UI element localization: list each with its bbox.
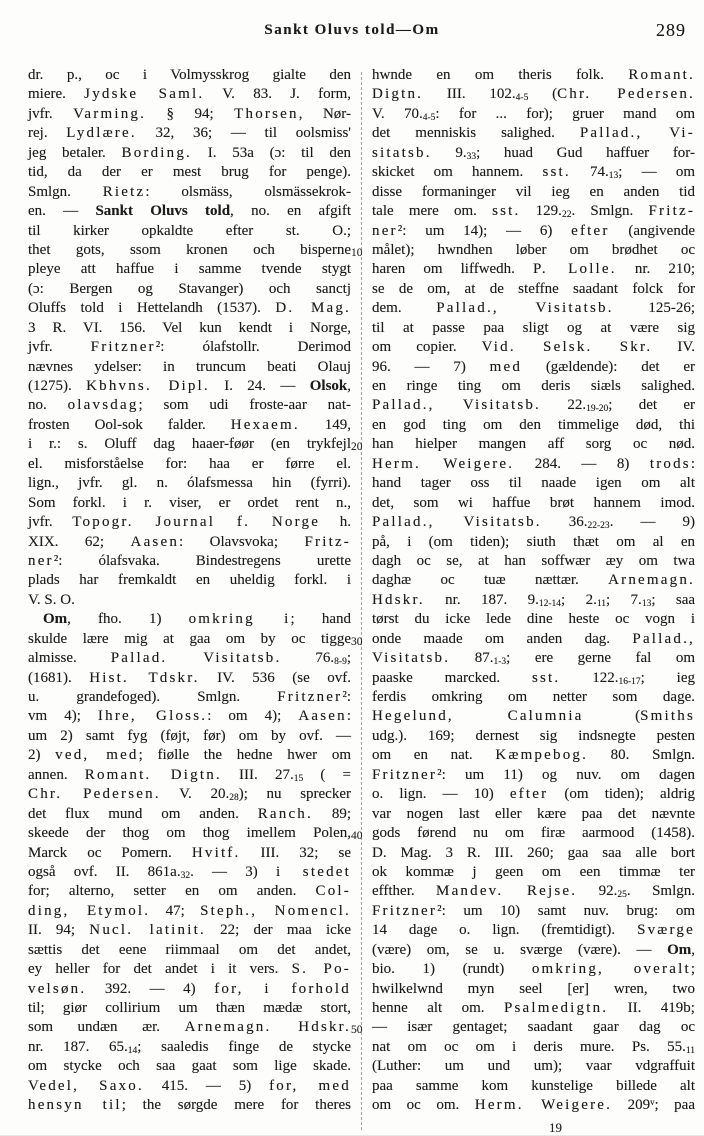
text-line: annen. Romant. Digtn. III. $27._{15}$ ( =	[28, 766, 351, 784]
text-line: en god ting om den timmelige død, thi	[372, 416, 695, 433]
text-line: Smlgn. Rietz: olsmäss, olsmässekrok-	[28, 183, 352, 200]
text-line: tid, da der er mest brug for penge).	[28, 164, 351, 181]
line-number-marker: 50	[351, 1024, 363, 1037]
text-line: dem. Pallad., Visitatsb. 125-26;	[372, 300, 695, 317]
text-line: i r.: s. Oluff dag haaer-føør (en trykfejl	[28, 436, 351, 453]
text-line: haren om liffwedh. P. Lolle. nr. 210;	[372, 261, 695, 278]
text-line: Pallad., Visitatsb. $36._{22-23}$. — 9)	[372, 514, 695, 532]
text-line: se de om, at de steffne saadant folck for	[372, 280, 695, 297]
text-line: hand tager oss til naade igen om alt	[372, 475, 695, 492]
text-line: Fritzner²: um 10) samt nuv. brug: om	[372, 902, 695, 919]
line-number-marker: 40	[351, 830, 363, 843]
text-line: Vedel, Saxo. 415. — 5) for, med	[28, 1077, 351, 1094]
text-line: lign., jvfr. gl. n. ólafsmessa hin (fyrri).	[28, 475, 351, 492]
text-line: henne alt om. Psalmedigtn. II. 419b;	[372, 1000, 695, 1016]
text-line: o. lign. — 10) efter (om tiden); aldrig	[372, 786, 695, 803]
text-line: D. Mag. 3 R. III. 260; gaa saa alle bort	[372, 844, 695, 861]
text-line: (være) om, se u. sværge (være). — Om,	[372, 941, 695, 958]
text-line: Hdskr. nr. 187. $9._{12-14}$; $2._{11}$; $7._{13}$; saa	[372, 591, 696, 609]
text-line: tale mere om. sst. $129._{22}$. Smlgn. Fritz-	[372, 203, 696, 221]
text-line: no. olavsdag; som udi froste-aar nat-	[28, 397, 351, 414]
text-line: ner²: um 14); — 6) efter (angivende	[372, 222, 695, 239]
text-line: effther. Mandev. Rejse. $92._{25}$. Smlgn.	[372, 883, 695, 901]
text-line: en. — Sankt Oluvs told, no. en afgift	[28, 203, 351, 220]
text-line: det, som wi haffue brøt hannem imod.	[372, 494, 695, 511]
text-line: Pallad., Visitatsb. $22._{19-20}$; det er	[372, 397, 695, 415]
text-line: 2) ved, med; fiølle the hedne hwer om	[28, 747, 351, 764]
text-line: II. 94; Nucl. latinit. 22; der maa icke	[28, 922, 351, 939]
text-line: det flux mund om anden. Ranch. 89;	[28, 805, 351, 822]
text-line: paa samme kom kunstelige billede alt	[372, 1077, 695, 1094]
text-line: jvfr. Fritzner²: ólafstollr. Derimod	[28, 339, 351, 356]
text-line: ding, Etymol. 47; Steph., Nomencl.	[28, 902, 351, 919]
text-line: udg.). 169; dernest sig indsnegte pesten	[372, 727, 695, 744]
text-line: Digtn. III. $102._{4-5}$ (Chr. Pedersen.	[372, 86, 695, 104]
text-line: dagh oc se, at han soffwær æy om twa	[372, 552, 695, 569]
text-line: almisse. Pallad. Visitatsb. $76._{8-9}$;	[28, 650, 352, 668]
text-line: disse formaninger vil ieg en anden tid	[372, 183, 695, 200]
text-line: thet gots, ssom kronen och bisperne	[28, 241, 351, 258]
text-line: 96. — 7) med (gældende): det er	[372, 358, 695, 375]
text-line: V. $70._{4-5}$: for ... for); gruer mand om	[372, 105, 695, 123]
text-line: det menniskis salighed. Pallad., Vi-	[372, 125, 695, 142]
text-line: skulde lære mig at gaa om by oc tigge	[28, 630, 351, 647]
text-line: ok kommæ j geen om een timmæ ter	[372, 863, 695, 880]
text-line: um 2) samt fyg (føjt, før) om by ovf. —	[28, 727, 351, 744]
text-line: hwnde en om theris folk. Romant.	[372, 67, 695, 83]
text-line: om en nat. Kæmpebog. 80. Smlgn.	[372, 747, 695, 764]
text-line: Oluffs told i Hettelandh (1537). D. Mag.	[28, 300, 351, 317]
text-line: frosten Ool-sok falder. Hexaem. 149,	[28, 416, 351, 433]
text-line: onde maade om anden dag. Pallad., 30	[372, 630, 695, 649]
text-line: daghæ oc tuæ nættær. Arnemagn.	[372, 572, 695, 589]
text-line: u. grandefoged). Smlgn. Fritzner²:	[28, 689, 351, 705]
text-line: Hegelund, Calumnia (Smiths	[372, 708, 695, 725]
text-line: Om, fho. 1) omkring i; hand	[43, 611, 351, 628]
text-line: også ovf. II. $861a._{32}$. — 3) i stedet	[28, 863, 351, 881]
text-line: nat om oc om i deris mure. Ps. $55._{11}$	[372, 1038, 695, 1056]
text-line: for; alterno, setter en om anden. Col-	[28, 883, 351, 900]
text-line: om stycke och saa gaat som lige skade.	[28, 1058, 351, 1075]
text-line: hensyn til; the sørgde mere for theres	[28, 1097, 351, 1114]
text-line: Fritzner²: um 11) og nuv. om dagen	[372, 766, 695, 783]
text-line: på, i (om tiden); siuth thæt om al en	[372, 533, 695, 550]
text-line: XIX. 62; Aasen: Olavsvoka; Fritz-	[28, 533, 351, 550]
text-line: skicket om hannem. sst. $74._{13}$; — om	[372, 164, 696, 182]
text-line: ferdis omkring om netter som dage.	[372, 689, 695, 705]
text-line: el. misforståelse for: haa er førre el.	[28, 455, 351, 472]
page-header	[0, 22, 704, 44]
text-line: sættis det eene riimmaal om det andet,	[28, 941, 351, 958]
right-column	[351, 66, 696, 1116]
text-line: om copier. Vid. Selsk. Skr. IV.	[372, 339, 695, 356]
text-line: dr. p., oc i Volmysskrog gialte den	[28, 67, 351, 83]
page-number: 289	[656, 20, 686, 40]
text-line: (Luther: um und um); vaar vdgraffuit	[372, 1058, 695, 1075]
text-line: til kirker opkaldte efter st. O.;	[28, 222, 351, 239]
signature-mark: 19	[549, 1120, 562, 1135]
text-line: til; giør collirium um thæn mædæ stort,	[28, 1000, 351, 1016]
left-column	[28, 66, 351, 1116]
text-line: — især gentaget; saadant gaar dag oc 50	[372, 1018, 695, 1037]
text-line: var nogen last eller kære paa det nævnte	[372, 805, 695, 822]
column-divider-rule	[361, 72, 362, 1130]
text-line: velsøn. 392. — 4) for, i forhold	[28, 980, 352, 997]
text-line: nævnes ydelser: in truncum beati Olauj	[28, 358, 351, 375]
text-line: hwilkelwnd myn seel [er] wren, two	[372, 980, 695, 997]
text-line: Herm. Weigere. 284. — 8) trods:	[372, 455, 695, 472]
text-line: (1275). Kbhvns. Dipl. I. 24. — Olsok,	[28, 378, 352, 394]
text-line: (1681). Hist. Tdskr. IV. 536 (se ovf.	[28, 669, 351, 686]
text-line: jeg betaler. Bording. I. 53a (ɔ: til den	[28, 144, 351, 161]
text-line: Visitatsb. $87._{1-3}$; ere gerne fal om	[372, 650, 696, 668]
text-line: gods førend nu om firæ aarmood (1458). 40	[372, 824, 695, 843]
text-line: tørst du icke lede dine heste oc vogn i	[372, 611, 695, 628]
line-number-marker: 20	[351, 441, 363, 454]
text-line: han hielper mangen aff sorg oc nød. 20	[372, 435, 695, 454]
text-line: vm 4); Ihre, Gloss.: om 4); Aasen:	[28, 708, 351, 725]
text-line: jvfr. Varming. § 94; Thorsen, Nør-	[28, 105, 351, 122]
text-line: plads har fremkaldt en uheldig forkl. i	[28, 572, 351, 589]
text-line: målet); hwndhen løber om brødhet oc 10	[372, 241, 695, 260]
text-line: som undæn ær. Arnemagn. Hdskr.	[28, 1019, 351, 1036]
text-line: jvfr. Topogr. Journal f. Norge h.	[28, 514, 351, 531]
text-line: til at passe paa sligt og at være sig	[372, 319, 695, 336]
text-line: bio. 1) (rundt) omkring, overalt;	[372, 961, 695, 978]
text-line: miere. Jydske Saml. V. 83. J. form,	[28, 86, 351, 103]
text-line: nr. 187. $65._{14}$; saaledis finge de stycke	[28, 1038, 351, 1056]
line-number-marker: 30	[351, 635, 363, 648]
text-line: ey heller for det andet i it vers. S. Po-	[28, 961, 351, 978]
text-line: Chr. Pedersen. V. $20._{28}$); nu sprecker	[28, 786, 351, 804]
text-line: pleye att haffue i samme tvende stygt	[28, 261, 351, 278]
text-line: Marck oc Pomern. Hvitf. III. 32; se	[28, 844, 351, 861]
text-line: (ɔ: Bergen og Stavanger) och sanctj	[28, 280, 351, 297]
text-line: 3 R. VI. 156. Vel kun kendt i Norge,	[28, 319, 351, 336]
text-line: rej. Lydlære. 32, 36; — til oolsmiss'	[28, 125, 351, 142]
line-number-marker: 10	[351, 246, 363, 259]
text-line: Som forkl. i r. viser, er ordet rent n.,	[28, 494, 351, 511]
text-line: skeede der thog om thog imellem Polen,	[28, 825, 351, 842]
text-line: om oc om. Herm. Weigere. 209ᵛ; paa	[372, 1097, 695, 1114]
text-line: en ringe ting om deris siæls salighed.	[372, 378, 695, 394]
text-line: V. S. O.	[28, 591, 75, 608]
running-title: Sankt Oluvs told—Om	[264, 22, 440, 38]
text-line: ner²: ólafsvaka. Bindestregens urette	[28, 552, 351, 569]
text-line: 14 dage o. lign. (fremtidigt). Sværge	[372, 922, 695, 939]
text-line: paaske marcked. sst. $122._{16-17}$; ieg	[372, 669, 696, 687]
text-line: sitatsb. $9._{33}$; huad Gud haffuer for-	[372, 144, 696, 162]
